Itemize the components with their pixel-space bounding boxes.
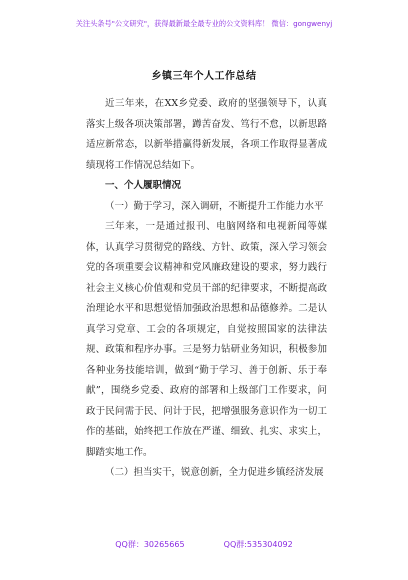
intro-paragraph: 近三年来，在XX乡党委、政府的坚强领导下，认真落实上级各项决策部署，蹲苦奋发、笃行不怠，以新思路适应新常态，以新举措赢得新发展，各项工作取得显著成绩现将工作情况总结如下。 xyxy=(86,98,327,171)
footer-qq-groups xyxy=(0,539,408,550)
section-heading-1: 一、个人履职情况 xyxy=(105,180,182,191)
footer-qq-group-1: QQ群：30265665 xyxy=(115,540,185,549)
subsection-heading-1: （一）勤于学习，深入调研，不断提升工作能力水平 xyxy=(105,200,324,212)
footer-qq-group-2: QQ群:535304092 xyxy=(223,540,293,549)
document-body xyxy=(86,94,327,484)
document-title: 乡镇三年个人工作总结 xyxy=(151,71,257,82)
header-promo-note: 关注头条号"公文研究"，获得最新最全最专业的公文资料库！ 微信：gongwenyj xyxy=(75,19,333,28)
subsection-body-1: 三年来，一是通过报刊、电脑网络和电视新闻等媒体，认真学习贯彻党的路线、方针、政策，深入学习领会党的各项重要会议精神和党风廉政建设的要求，努力践行社会主义核心价值观和党员干部的纪律要求，不断提高政治理论水平和思想觉悟加强政治思想和品德修养。二是认真学习党章、工会的各项规定，自觉按照国家的法律法规、政策和程序办事。三是努力钻研业务知识，积极参加各种业务技能培训，做到“勤于学习、善于创新、乐于奉献”，围绕乡党委、政府的部署和上级部门工作要求，问政于民问需于民、问计于民，把增强服务意识作为一切工作的基础，始终把工作放在严谨、细致、扎实、求实上，脚踏实地工作。 xyxy=(86,221,327,458)
subsection-heading-2: （二）担当实干，锐意创新，全力促进乡镇经济发展 xyxy=(105,467,324,478)
